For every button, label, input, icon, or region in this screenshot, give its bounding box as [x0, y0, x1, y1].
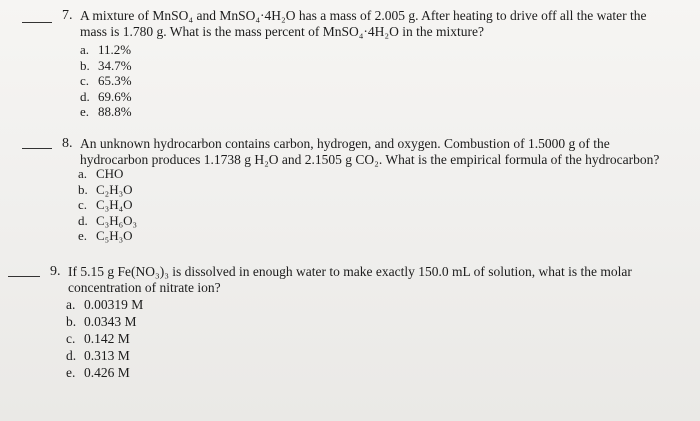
choice-letter: e. [80, 104, 90, 119]
choice-e [66, 364, 143, 381]
answer-choices [78, 166, 137, 244]
choice-a [80, 42, 132, 58]
choice-letter: c. [78, 197, 88, 212]
choice-letter: a. [78, 166, 88, 181]
choice-letter: b. [78, 181, 88, 197]
choice-letter: c. [80, 73, 90, 88]
choice-c [66, 330, 143, 347]
choice-text: 0.00319 M [84, 297, 144, 312]
question-number: 7. [62, 8, 73, 23]
question-text [80, 8, 647, 40]
choice-e [78, 228, 137, 244]
choice-text: C₂H₃O [96, 181, 133, 197]
question-text [68, 264, 632, 296]
choice-d [80, 89, 132, 105]
choice-text: 88.8% [98, 104, 132, 119]
choice-a [78, 166, 137, 182]
answer-blank [22, 22, 52, 23]
question-line: An unknown hydrocarbon contains carbon, hydrogen, and oxygen. Combustion of 1.5000 g of the [80, 136, 610, 151]
choice-letter: d. [66, 348, 77, 363]
choice-b [66, 313, 143, 330]
choice-c [80, 73, 132, 89]
choice-letter: b. [80, 57, 90, 73]
choice-a [66, 296, 143, 313]
choice-letter: a. [66, 297, 76, 312]
choice-text: 0.426 M [84, 365, 130, 380]
question-line: If 5.15 g Fe(NO₃)₃ is dissolved in enough water to make exactly 150.0 mL of solution, what is the molar [68, 264, 632, 279]
choice-c [78, 197, 137, 213]
choice-b [80, 58, 132, 74]
choice-text: 34.7% [98, 57, 132, 73]
question-number: 8. [62, 136, 73, 151]
choice-text: 11.2% [98, 42, 132, 57]
choice-text: CHO [96, 166, 124, 181]
choice-letter: d. [78, 212, 88, 228]
answer-blank [22, 148, 52, 149]
choice-text: 65.3% [98, 73, 132, 88]
question-number: 9. [50, 264, 61, 279]
choice-letter: d. [80, 88, 90, 104]
choice-e [80, 104, 132, 120]
answer-choices [80, 42, 132, 120]
choice-letter: c. [66, 331, 76, 346]
choice-letter: e. [78, 228, 88, 243]
choice-text: C₃H₄O [96, 197, 133, 212]
question-text [80, 136, 659, 168]
choice-letter: a. [80, 42, 90, 57]
answer-choices [66, 296, 143, 381]
choice-text: 0.142 M [84, 331, 130, 346]
choice-text: C₅H₃O [96, 228, 133, 243]
choice-text: 69.6% [98, 88, 132, 104]
choice-text: 0.0343 M [84, 314, 137, 329]
question-line: A mixture of MnSO₄ and MnSO₄·4H₂O has a mass of 2.005 g. After heating to drive off all the water the [80, 8, 647, 23]
choice-d [78, 213, 137, 229]
choice-d [66, 347, 143, 364]
question-line: mass is 1.780 g. What is the mass percent of MnSO₄·4H₂O in the mixture? [80, 24, 484, 39]
answer-blank [8, 276, 40, 277]
choice-text: 0.313 M [84, 348, 130, 363]
choice-letter: e. [66, 365, 76, 380]
choice-letter: b. [66, 314, 77, 329]
choice-text: C₃H₆O₃ [96, 212, 138, 228]
question-line: concentration of nitrate ion? [68, 280, 221, 295]
choice-b [78, 182, 137, 198]
question-line: hydrocarbon produces 1.1738 g H₂O and 2.1505 g CO₂. What is the empirical formula of the hydrocarbon? [80, 152, 660, 167]
